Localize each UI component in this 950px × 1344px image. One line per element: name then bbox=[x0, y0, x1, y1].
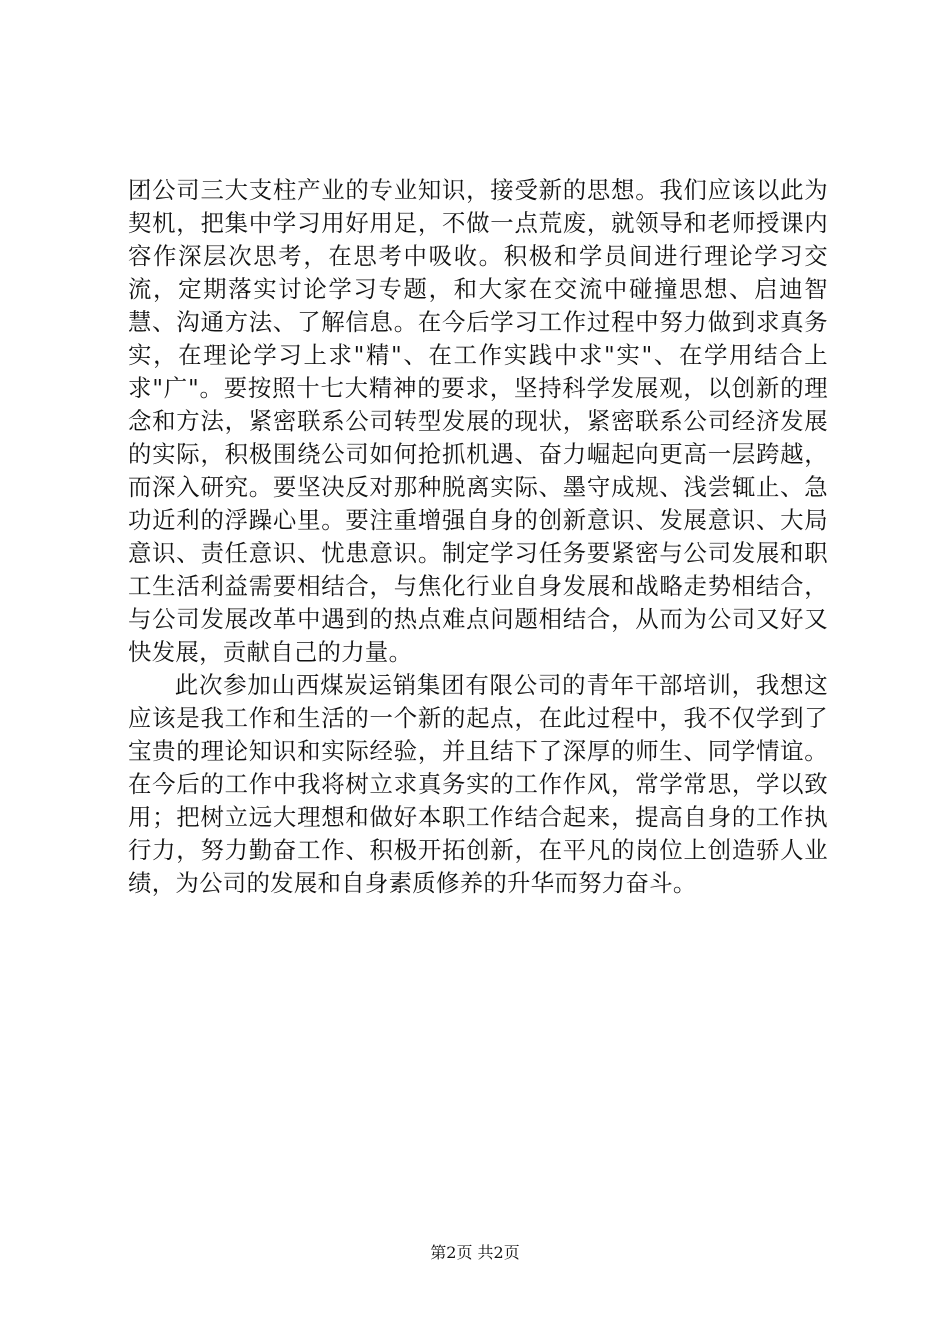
document-body bbox=[128, 174, 828, 900]
paragraph-conclusion: 此次参加山西煤炭运销集团有限公司的青年干部培训，我想这应该是我工作和生活的一个新的起点，在此过程中，我不仅学到了宝贵的理论知识和实际经验，并且结下了深厚的师生、同学情谊。在今后的工作中我将树立求真务实的工作作风，常学常思，学以致用；把树立远大理想和做好本职工作结合起来，提高自身的工作执行力，努力勤奋工作、积极开拓创新，在平凡的岗位上创造骄人业绩，为公司的发展和自身素质修养的升华而努力奋斗。 bbox=[128, 671, 828, 897]
paragraph-continuation: 团公司三大支柱产业的专业知识，接受新的思想。我们应该以此为契机，把集中学习用好用足，不做一点荒废，就领导和老师授课内容作深层次思考，在思考中吸收。积极和学员间进行理论学习交流，定期落实讨论学习专题，和大家在交流中碰撞思想、启迪智慧、沟通方法、了解信息。在今后学习工作过程中努力做到求真务实，在理论学习上求"精"、在工作实践中求"实"、在学用结合上求"广"。要按照十七大精神的要求，坚持科学发展观，以创新的理念和方法，紧密联系公司转型发展的现状，紧密联系公司经济发展的实际，积极围绕公司如何抢抓机遇、奋力崛起向更高一层跨越，而深入研究。要坚决反对那种脱离实际、墨守成规、浅尝辄止、急功近利的浮躁心里。要注重增强自身的创新意识、发展意识、大局意识、责任意识、忧患意识。制定学习任务要紧密与公司发展和职工生活利益需要相结合，与焦化行业自身发展和战略走势相结合，与公司发展改革中遇到的热点难点问题相结合，从而为公司又好又快发展，贡献自己的力量。 bbox=[128, 176, 828, 666]
page-number-footer: 第2页 共2页 bbox=[430, 1243, 520, 1262]
